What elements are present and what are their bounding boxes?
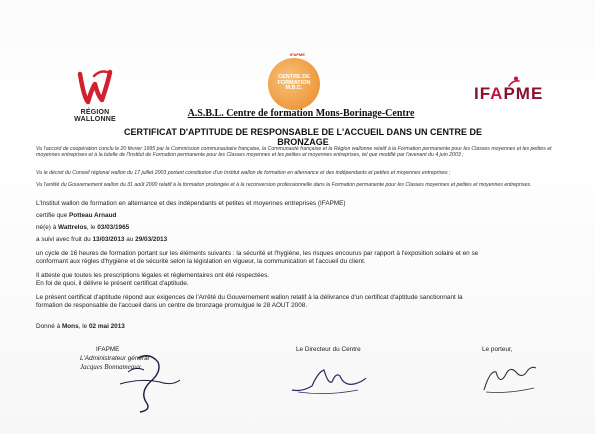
issued-prefix: Donné à <box>36 323 61 330</box>
holder-role: Le porteur, <box>482 346 513 353</box>
certifies-label: certifie que <box>36 212 68 219</box>
followed-mid: au <box>126 236 134 243</box>
preamble-paragraph-2: Vu le décret du Conseil régional wallon du 17 juillet 2003 portant constitution d'un Institut wallon de formation en alternance et des indépendants et petites et moyennes entreprises ; <box>36 170 451 176</box>
org-title: A.S.B.L. Centre de formation Mons-Borinage-Centre <box>187 108 415 119</box>
ifapme-wordmark-part1: IF <box>474 84 491 103</box>
mbc-logo-line2: M.B.C. <box>285 85 303 91</box>
director-signature-icon <box>288 362 368 396</box>
training-dates-line <box>36 236 556 244</box>
issued-mid: , le <box>78 323 88 330</box>
director-signature-block <box>296 345 361 354</box>
birth-date: 03/03/1965 <box>97 224 130 231</box>
preamble-paragraph-3: Vu l'arrêté du Gouvernement wallon du 31 août 2000 relatif à la formation prolongée et à la reconversion professionnelle dans la Formation permanente pour les Classes moyennes et petites et moyennes entreprises. <box>36 182 532 188</box>
attests-line-2: En foi de quoi, il délivre le présent certificat d'aptitude. <box>36 280 189 287</box>
certificate-title: CERTIFICAT D'APTITUDE DE RESPONSABLE DE L'ACCUEIL DANS UN CENTRE DE BRONZAGE <box>124 127 482 147</box>
director-role: Le Directeur du Centre <box>296 346 361 353</box>
cycle-line-1: un cycle de 16 heures de formation portant sur les éléments suivants : la sécurité et l'hygiène, les risques encourus par rapport à l'exposition solaire et en se <box>36 250 479 257</box>
birth-place: Wattrelos <box>58 224 87 231</box>
attests-line-1: Il atteste que toutes les prescriptions légales et réglementaires ont été respectées. <box>36 272 270 279</box>
mbc-logo-line1: CENTRE DE FORMATION <box>277 74 311 86</box>
left-signatory-name: Jacques Bonnameaux <box>80 363 141 371</box>
holder-name: Potteau Arnaud <box>69 212 117 219</box>
issued-line <box>36 323 556 331</box>
date-from: 13/03/2013 <box>92 236 125 243</box>
followed-prefix: a suivi avec fruit du <box>36 236 91 243</box>
birth-line <box>36 224 556 232</box>
mbc-logo-top-text: IFAPME <box>290 52 305 57</box>
region-wallonne-caption: RÉGION WALLONNE <box>74 109 116 123</box>
cycle-line-2: conformant aux règles d'hygiène et de sécurité selon la législation en vigueur, la communication et l'accueil du client. <box>36 258 366 265</box>
ifapme-wordmark-part2: A <box>490 84 504 103</box>
preamble-paragraph-1: Vu l'accord de coopération conclu le 20 février 1995 par la Commission communautaire française, la Communauté française et la Région wallonne relatif à la Formation permanente pour les Classes moyennes et les petites et moyennes entreprises et à la tutelle de l'Institut de Formation permanente pour les Classes moyennes et les petites et moyennes entreprises, tel que modifié par l'avenant du 4 juin 2003 ; <box>36 146 552 159</box>
final-line-2: formation de responsable de l'accueil dans un centre de bronzage promulgué le 28 AOUT 2008. <box>36 302 308 309</box>
holder-signature-icon <box>478 360 538 396</box>
born-prefix: né(e) à <box>36 224 57 231</box>
certifies-line <box>36 212 556 220</box>
left-signatory-org: IFAPME <box>96 346 120 353</box>
ifapme-logo <box>474 76 564 102</box>
mbc-logo <box>268 52 320 110</box>
ifapme-wordmark-part3: PME <box>503 84 544 103</box>
issued-date: 02 mai 2013 <box>88 323 125 330</box>
date-to: 29/03/2013 <box>135 236 168 243</box>
left-signatory-role: L'Administrateur général <box>80 355 150 362</box>
holder-signature-block <box>482 345 513 354</box>
region-wallonne-logo <box>60 68 130 123</box>
born-mid: , le <box>86 224 96 231</box>
issued-place: Mons <box>61 323 79 330</box>
institute-line: L'Institut wallon de formation en alternance et des indépendants et petites et moyennes entreprises (IFAPME) <box>36 200 346 207</box>
final-line-1: Le présent certificat d'aptitude répond aux exigences de l'Arrêté du Gouvernement wallon relatif à la délivrance d'un certificat d'aptitude sanctionnant la <box>36 294 463 301</box>
ifapme-figure-icon <box>507 76 521 88</box>
administrator-signature-icon <box>110 352 190 414</box>
region-wallonne-mark-icon <box>74 68 116 108</box>
